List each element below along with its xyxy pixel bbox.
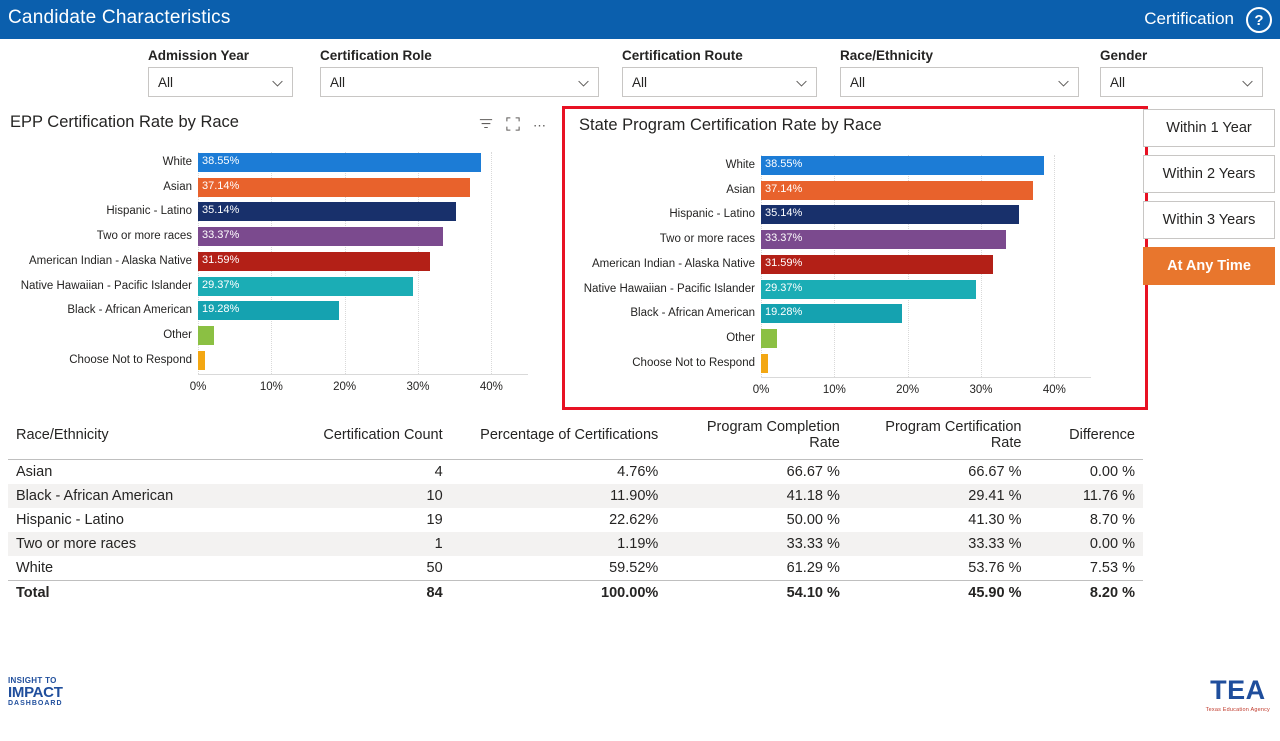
chart-bar[interactable] [198, 178, 470, 197]
chart-bar-value-label: 33.37% [202, 229, 240, 242]
cell-difference: 7.53 % [1089, 560, 1135, 576]
logo-line-1: INSIGHT TO [8, 676, 57, 685]
chart-category-label: Native Hawaiian - Pacific Islander [20, 279, 192, 292]
cell-completion-rate: 41.18 % [786, 488, 840, 504]
cell-certification-rate: 29.41 % [968, 488, 1022, 504]
chart-axis-tick: 40% [1042, 384, 1066, 397]
filter-gender-label: Gender [1100, 48, 1148, 63]
table-row[interactable] [8, 460, 1143, 485]
insight-to-impact-logo [8, 676, 63, 707]
cell-difference: 8.70 % [1089, 512, 1135, 528]
chevron-down-icon[interactable] [795, 77, 808, 90]
chart-category-label: Two or more races [96, 230, 192, 243]
cell-total-difference: 8.20 % [1029, 581, 1143, 606]
cell-total-percentage: 100.00% [451, 581, 667, 606]
cell-percentage: 59.52% [609, 560, 659, 576]
cell-total-count: 84 [303, 581, 451, 606]
logo-line-2: IMPACT [8, 684, 63, 701]
filter-admission-year-select[interactable] [148, 67, 293, 97]
cell-count: 10 [426, 488, 443, 504]
table-row[interactable] [8, 532, 1143, 556]
filter-race-ethnicity-select[interactable] [840, 67, 1079, 97]
cell-certification-rate: 53.76 % [968, 560, 1022, 576]
chart-axis-tick: 10% [259, 381, 283, 394]
chart-axis-tick: 30% [969, 384, 993, 397]
chart-axis-tick: 20% [896, 384, 920, 397]
filter-admission-year-value: All [158, 74, 174, 90]
filter-gender-value: All [1110, 74, 1126, 90]
chart-axis-tick: 0% [752, 384, 770, 397]
chart-bar[interactable] [198, 301, 339, 320]
cell-completion-rate: 50.00 % [786, 512, 840, 528]
chart-category-label: Asian [726, 183, 755, 196]
chart-bar-value-label: 33.37% [765, 232, 803, 245]
cell-total-label: Total [8, 581, 303, 606]
chart-bar-value-label: 31.59% [202, 253, 240, 266]
chart-bar[interactable] [198, 252, 430, 271]
chart-bar-value-label: 37.14% [202, 179, 240, 192]
chart-bar[interactable] [761, 205, 1019, 224]
cell-completion-rate: 33.33 % [786, 536, 840, 552]
cell-percentage: 11.90% [610, 488, 659, 504]
chart-axis-tick: 0% [189, 381, 207, 394]
cell-race: Hispanic - Latino [16, 512, 124, 528]
chart-bar[interactable] [761, 156, 1044, 175]
column-header-race-ethnicity[interactable]: Race/Ethnicity [8, 415, 303, 460]
cell-certification-rate: 66.67 % [968, 464, 1022, 480]
chevron-down-icon[interactable] [577, 77, 590, 90]
cell-difference: 11.76 % [1082, 488, 1135, 504]
filter-gender [1100, 48, 1263, 97]
epp-chart-toolbar [479, 117, 546, 133]
table-row[interactable] [8, 556, 1143, 581]
chevron-down-icon[interactable] [1057, 77, 1070, 90]
chart-bar[interactable] [761, 255, 993, 274]
cell-certification-rate: 41.30 % [968, 512, 1022, 528]
cell-count: 50 [426, 560, 443, 576]
cell-race: Black - African American [16, 488, 174, 504]
cell-completion-rate: 66.67 % [786, 464, 840, 480]
logo-line-3: DASHBOARD [8, 700, 63, 707]
certification-summary-table [8, 415, 1143, 605]
chart-bar[interactable] [761, 354, 768, 373]
filter-race-ethnicity-value: All [850, 74, 866, 90]
cell-count: 4 [434, 464, 443, 480]
chart-gridline [491, 152, 492, 374]
app-header [0, 0, 1280, 39]
chart-category-label: American Indian - Alaska Native [29, 254, 192, 267]
filter-certification-route-label: Certification Route [622, 48, 743, 63]
chart-axis-tick: 20% [333, 381, 357, 394]
state-chart-title: State Program Certification Rate by Race [579, 116, 882, 134]
epp-certification-chart-panel [0, 108, 560, 408]
cell-percentage: 1.19% [617, 536, 659, 552]
cell-total-completion-rate: 54.10 % [666, 581, 848, 606]
epp-chart-title: EPP Certification Rate by Race [10, 113, 239, 131]
chart-category-label: White [162, 156, 192, 168]
cell-percentage: 4.76% [617, 464, 659, 480]
chart-bar-value-label: 38.55% [202, 155, 240, 167]
chart-bar-value-label: 35.14% [202, 204, 240, 217]
chart-category-label: Hispanic - Latino [669, 208, 755, 221]
column-header-percentage-of-certifications[interactable]: Percentage of Certifications [451, 415, 667, 460]
cell-race: White [16, 560, 54, 576]
chart-category-label: Asian [163, 180, 192, 193]
epp-bar-chart[interactable] [0, 138, 560, 408]
table-row[interactable] [8, 508, 1143, 532]
chart-category-label: Black - African American [630, 307, 755, 320]
table-total-row [8, 581, 1143, 606]
filter-certification-route-value: All [632, 74, 648, 90]
filter-gender-select[interactable] [1100, 67, 1263, 97]
filter-certification-route-select[interactable] [622, 67, 817, 97]
cell-difference: 0.00 % [1089, 464, 1135, 480]
filter-certification-role-label: Certification Role [320, 48, 432, 63]
filter-certification-role [320, 48, 599, 97]
chart-bar-value-label: 37.14% [765, 182, 803, 195]
tea-logo-word: TEA [1210, 675, 1266, 705]
chart-category-label: Other [726, 331, 755, 344]
page-title: Candidate Characteristics [8, 7, 231, 28]
chart-category-label: Choose Not to Respond [632, 356, 755, 369]
chart-bar[interactable] [198, 153, 481, 172]
focus-mode-icon[interactable] [506, 117, 520, 133]
filter-race-ethnicity [840, 48, 1079, 97]
chart-bar-value-label: 38.55% [765, 158, 803, 170]
column-header-difference[interactable]: Difference [1029, 415, 1143, 460]
cell-difference: 0.00 % [1089, 536, 1135, 552]
chart-bar[interactable] [198, 277, 413, 296]
chart-bar[interactable] [198, 326, 214, 345]
filter-icon[interactable] [479, 117, 493, 133]
filter-admission-year [148, 48, 293, 97]
chart-bar[interactable] [761, 329, 777, 348]
chart-bar-value-label: 29.37% [202, 278, 240, 291]
state-bar-chart[interactable] [571, 141, 1143, 409]
chart-category-label: Choose Not to Respond [69, 353, 192, 366]
timeframe-button-within-1-year[interactable]: Within 1 Year [1143, 109, 1275, 147]
filter-race-ethnicity-label: Race/Ethnicity [840, 48, 934, 63]
chart-category-label: White [725, 159, 755, 171]
filter-certification-role-value: All [330, 74, 346, 90]
table-row[interactable] [8, 484, 1143, 508]
filter-certification-role-select[interactable] [320, 67, 599, 97]
chart-category-label: American Indian - Alaska Native [592, 257, 755, 270]
cell-certification-rate: 33.33 % [968, 536, 1022, 552]
cell-race: Asian [16, 464, 53, 480]
chart-bar[interactable] [761, 230, 1006, 249]
chart-bar-value-label: 19.28% [765, 306, 803, 319]
header-section-label: Certification [1144, 9, 1234, 28]
chevron-down-icon[interactable] [271, 77, 284, 90]
timeframe-button-at-any-time[interactable]: At Any Time [1143, 247, 1275, 285]
cell-total-certification-rate: 45.90 % [848, 581, 1030, 606]
chart-category-label: Native Hawaiian - Pacific Islander [583, 282, 755, 295]
column-header-certification-count[interactable]: Certification Count [303, 415, 451, 460]
help-icon[interactable]: ? [1246, 7, 1272, 33]
more-options-icon[interactable]: ⋯ [533, 117, 546, 133]
chart-bar[interactable] [761, 280, 976, 299]
filter-admission-year-label: Admission Year [148, 48, 250, 63]
chart-bar-value-label: 19.28% [202, 303, 240, 316]
chart-category-label: Hispanic - Latino [106, 205, 192, 218]
chart-bar[interactable] [198, 227, 443, 246]
chart-bar[interactable] [198, 351, 205, 370]
chart-bar-value-label: 29.37% [765, 281, 803, 294]
chart-category-label: Other [163, 328, 192, 341]
column-header-program-completion-rate[interactable]: Program Completion Rate [666, 415, 848, 460]
chart-category-label: Black - African American [67, 304, 192, 317]
chart-gridline [1054, 155, 1055, 377]
chart-bar[interactable] [761, 304, 902, 323]
chart-bar-value-label: 31.59% [765, 256, 803, 269]
chart-axis-tick: 40% [479, 381, 503, 394]
filter-certification-route [622, 48, 817, 97]
chart-bar-value-label: 35.14% [765, 207, 803, 220]
chart-axis-line [761, 377, 1091, 378]
timeframe-button-within-3-years[interactable]: Within 3 Years [1143, 201, 1275, 239]
chart-axis-tick: 10% [822, 384, 846, 397]
chart-axis-line [198, 374, 528, 375]
cell-count: 19 [426, 512, 443, 528]
cell-completion-rate: 61.29 % [786, 560, 840, 576]
cell-percentage: 22.62% [609, 512, 659, 528]
tea-logo [1206, 675, 1270, 713]
cell-race: Two or more races [16, 536, 137, 552]
tea-logo-subtitle: Texas Education Agency [1205, 707, 1270, 713]
state-program-certification-chart-panel [562, 106, 1148, 410]
chart-axis-tick: 30% [406, 381, 430, 394]
table-header-row [8, 415, 1143, 460]
chart-bar[interactable] [198, 202, 456, 221]
timeframe-button-within-2-years[interactable]: Within 2 Years [1143, 155, 1275, 193]
cell-count: 1 [434, 536, 443, 552]
chevron-down-icon[interactable] [1241, 77, 1254, 90]
column-header-program-certification-rate[interactable]: Program Certification Rate [848, 415, 1030, 460]
chart-bar[interactable] [761, 181, 1033, 200]
chart-category-label: Two or more races [659, 233, 755, 246]
